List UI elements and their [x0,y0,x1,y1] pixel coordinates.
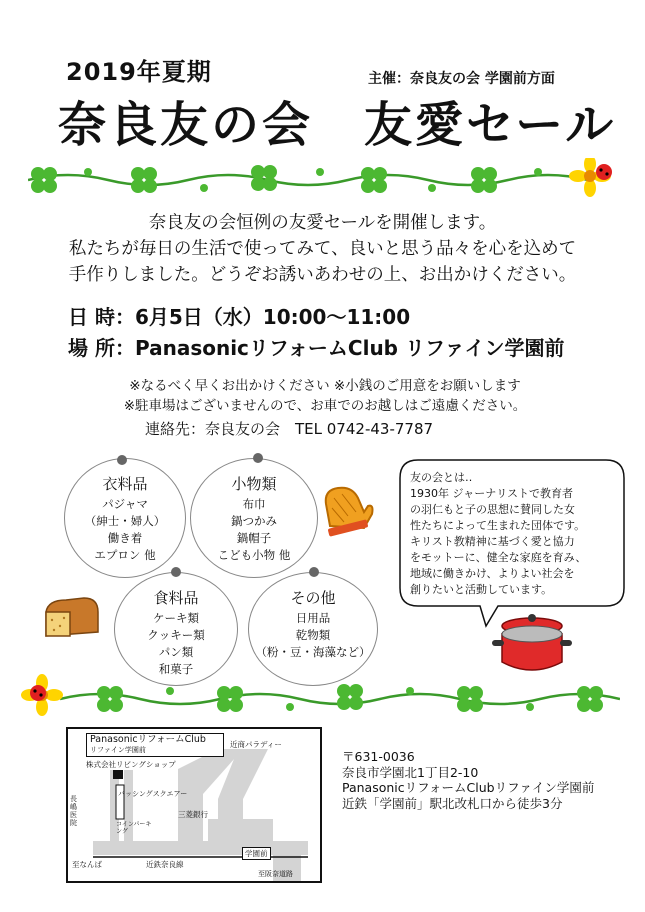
about-line: 地域に働きかけ、よりよい社会を [410,567,575,580]
about-text [410,470,615,598]
category-item: 和菓子 [158,662,194,676]
address-building: PanasonicリフォームClubリファイン学園前 [342,780,595,795]
category-item: 鍋帽子 [236,531,272,545]
category-title: 小物類 [231,475,277,493]
address-block [342,749,594,811]
category-clothing [64,458,186,578]
map-store-box [86,733,224,757]
about-line: をモットーに、健全な家庭を育み、 [410,551,587,564]
category-item: 乾物類 [295,628,331,642]
map-label-passing: パッシングスクエアー [118,790,188,798]
map-store-company: 株式会社リビングショップ [86,760,176,769]
intro-line-2: 私たちが毎日の生活で使ってみて、良いと思う品々を心を込めて [68,239,577,259]
about-line: 創りたいと活動しています。 [410,583,553,596]
map-store-sub: リファイン学園前 [90,746,146,754]
category-item: 日用品 [295,611,331,625]
map-label-paradise: 近商パラディー [230,740,282,749]
note-line-1: ※なるべく早くお出かけください ※小銭のご用意をお願いします [129,378,521,394]
event-info [68,302,565,364]
intro-line-3: 手作りしました。どうぞお誘いあわせの上、お出かけください。 [68,265,577,285]
oven-mitt-icon [318,482,378,540]
address-postal: 〒631-0036 [342,749,415,764]
year-label: 2019年夏期 [66,58,212,86]
category-item: パン類 [158,645,194,659]
address-street: 奈良市学園北1丁目2-10 [342,764,479,780]
category-item: エプロン 他 [94,548,156,562]
map-label-to-namba: 至なんば [72,860,102,869]
category-item: こども小物 他 [217,548,291,562]
map-label-station: 学園前 [242,847,271,860]
category-title: その他 [290,589,336,607]
map-label-hospital: 長嶋医院 [70,795,77,827]
category-item: （紳士・婦人） [84,514,166,528]
event-place: 場 所：PanasonicリフォームClub リファイン学園前 [68,336,565,360]
category-item: 働き着 [107,531,143,545]
category-item: パジャマ [102,497,148,511]
category-accessories [190,458,318,578]
bread-icon [40,592,102,640]
contact-info: 連絡先：奈良友の会 TEL 0742-43-7787 [145,420,434,438]
organizer-label: 主催：奈良友の会 学園前方面 [368,71,555,87]
about-line: 友の会とは‥ [410,471,473,484]
note-line-2: ※駐車場はございませんので、お車でのお越しはご遠慮ください。 [123,398,527,414]
about-line: 1930年 ジャーナリストで教育者 [410,487,574,500]
category-title: 食料品 [153,589,199,607]
about-line: キリスト教精神に基づく愛と協力 [410,535,575,548]
map-store-name: PanasonicリフォームClub [90,734,206,745]
category-title: 衣料品 [102,475,148,493]
about-line: の羽仁もと子の思想に賛同した女 [410,503,575,516]
map-label-line: 近鉄奈良線 [146,860,184,869]
map-label-to-hanna: 至阪奈道路 [258,870,293,878]
category-item: クッキー類 [147,628,205,642]
intro-line-1: 奈良友の会恒例の友愛セールを開催します。 [148,213,497,233]
notes [70,376,580,416]
access-map [66,727,322,883]
clover-vine-bottom-decoration [20,665,620,725]
address-access: 近鉄「学園前」駅北改札口から徒歩3分 [342,795,563,811]
event-datetime: 日 時：6月5日（水）10:00～11:00 [68,305,411,329]
intro-text [40,210,605,288]
clover-vine-top-decoration [28,158,618,202]
map-label-coin: コインパーキング [116,821,152,835]
category-item: ケーキ類 [153,611,199,625]
about-line: 性たちによって生まれた団体です。 [410,519,586,532]
page-title: 奈良友の会 友愛セール [58,97,617,153]
category-item: 鍋つかみ [231,514,277,528]
category-item: 布巾 [242,497,266,511]
map-label-bank: 三菱銀行 [178,810,208,819]
category-item: （粉・豆・海藻など） [255,645,371,659]
